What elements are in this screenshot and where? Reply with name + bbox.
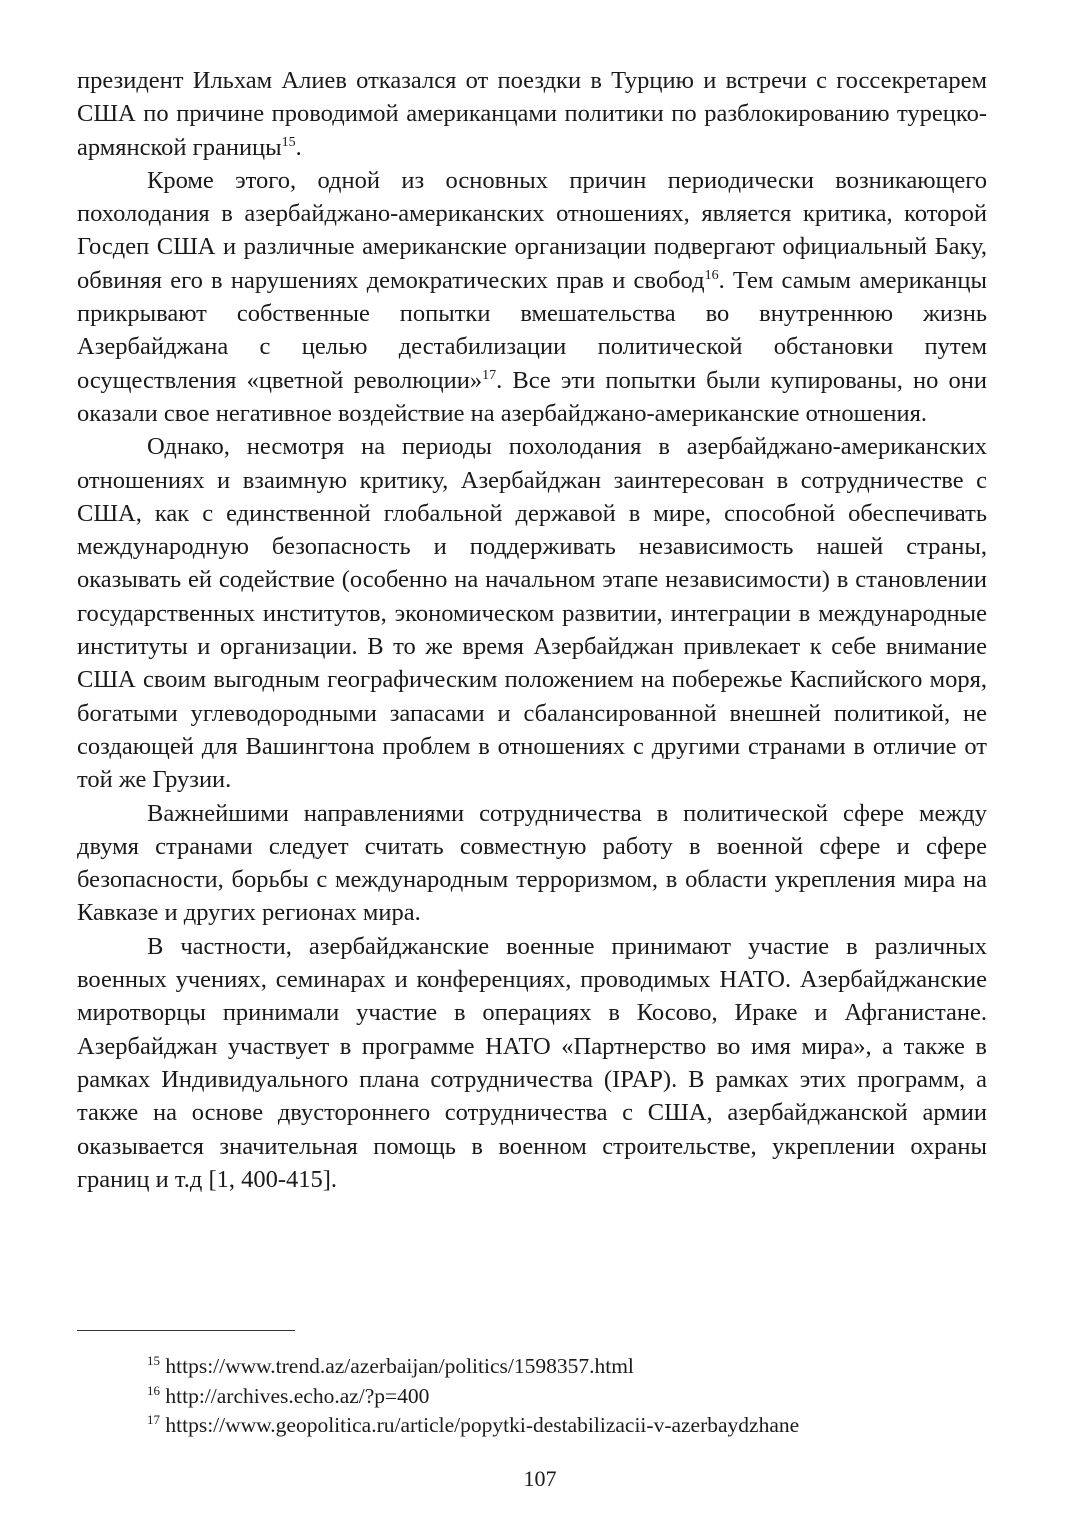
paragraph-text: Важнейшими направлениями сотрудничества в политической сфере между двумя странами следует считать совместную работу в военной сфере и сфере безопасности, борьбы с международным терроризмом, в области укрепления мира на Кавказе и других регионах мира. — [77, 799, 987, 927]
page-number: 107 — [523, 1466, 557, 1491]
paragraph — [77, 64, 987, 164]
footnote-link[interactable]: https://www.trend.az/azerbaijan/politics/1598357.html — [165, 1354, 634, 1378]
footnote-link[interactable]: https://www.geopolitica.ru/article/popytki-destabilizacii-v-azerbaydzhane — [165, 1413, 800, 1437]
footnote — [147, 1382, 987, 1412]
footnote-link[interactable]: http://archives.echo.az/?p=400 — [165, 1383, 430, 1408]
footnote-number: 15 — [147, 1353, 160, 1368]
paragraph — [77, 930, 987, 1196]
paragraph — [77, 430, 987, 796]
paragraph-text: . — [295, 133, 302, 161]
paragraph-text: президент Ильхам Алиев отказался от поездки в Турцию и встречи с госсекретарем США по причине проводимой американцами политики по разблокированию турецко-армянской границы — [77, 67, 987, 161]
page-body — [77, 64, 987, 1196]
footnote-reference: 17 — [482, 367, 497, 383]
footnote-reference: 15 — [281, 134, 296, 150]
footnote-number: 17 — [147, 1412, 160, 1427]
paragraph-text: В частности, азербайджанские военные принимают участие в различных военных учениях, семинарах и конференциях, проводимых НАТО. Азербайджанские миротворцы принимали участие в операциях в Косово, Ираке и Афганистане. Азербайджан участвует в программе НАТО «Партнерство во имя мира», а также в рамках Индивидуального плана сотрудничества (IPAP). В рамках этих программ, а также на основе двустороннего сотрудничества с США, азербайджанской армии оказывается значительная помощь в военном строительстве, укреплении охраны границ и т.д [1, 400-415]. — [77, 932, 987, 1193]
footnote — [147, 1352, 987, 1382]
paragraph-text: Однако, несмотря на периоды похолодания в азербайджано-американских отношениях и взаимную критику, Азербайджан заинтересован в сотрудничестве с США, как с единственной глобальной державой в мире, способной обеспечивать международную безопасность и поддерживать независимость нашей страны, оказывать ей содействие (особенно на начальном этапе независимости) в становлении государственных институтов, экономическом развитии, интеграции в международные институты и организации. В то же время Азербайджан привлекает к себе внимание США своим выгодным географическим положением на побережье Каспийского моря, богатыми углеводородными запасами и сбалансированной внешней политикой, не создающей для Вашингтона проблем в отношениях с другими странами в отличие от той же Грузии. — [77, 433, 987, 794]
footnotes — [147, 1352, 987, 1441]
main-text — [77, 64, 987, 1196]
paragraph-text: Кроме этого, одной из основных причин периодически возникающего похолодания в азербайджано-американских отношениях, является критика, которой Госдеп США и различные американские организации подвергают официальный Баку, обвиняя его в нарушениях демократических прав и свобод — [77, 166, 987, 294]
paragraph — [77, 164, 987, 430]
paragraph — [77, 797, 987, 930]
paragraph-text: . Все эти попытки были купированы, но они оказали свое негативное воздействие на азербайджано-американские отношения. — [77, 366, 987, 427]
footnote-number: 16 — [147, 1382, 160, 1398]
footnote-separator — [77, 1330, 295, 1331]
footnote-reference: 16 — [704, 267, 719, 283]
footnote — [147, 1411, 987, 1441]
paragraph-text: . Тем самым американцы прикрывают собственные попытки вмешательства во внутреннюю жизнь Азербайджана с целью дестабилизации политической обстановки путем осуществления «цветной революции» — [77, 266, 987, 394]
